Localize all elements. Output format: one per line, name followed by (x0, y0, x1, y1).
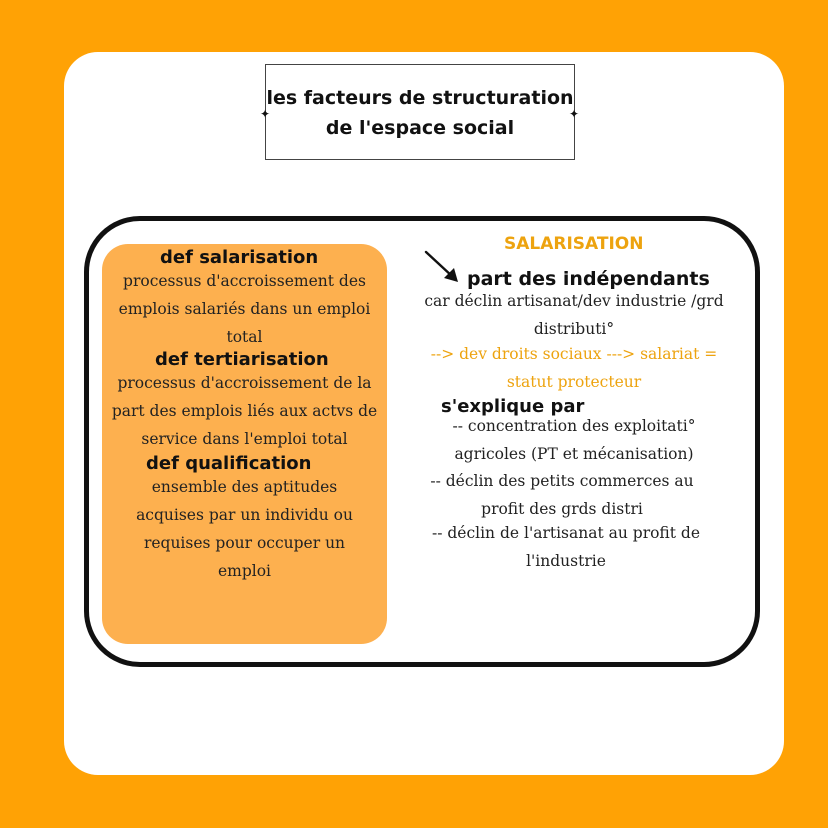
cause-line: -- déclin de l'artisanat au profit de (431, 524, 701, 542)
title-line-2: de l'espace social (325, 117, 515, 139)
sparkle-left-icon: ✦ (260, 107, 271, 121)
title-box (265, 64, 575, 160)
page-title (266, 83, 574, 143)
cause-line: profit des grds distri (481, 500, 643, 518)
def-salarisation-heading: def salarisation (160, 247, 319, 268)
cause-concentration (404, 412, 744, 468)
title-line-1: les facteurs de structuration (266, 87, 574, 109)
def-qualification-line: acquises par un individu ou (136, 506, 353, 524)
arrow-down-right-icon (424, 250, 460, 284)
declin-line: distributi° (533, 320, 615, 338)
def-salarisation-line: emplois salariés dans un emploi (118, 300, 371, 318)
cause-petits-commerces (392, 467, 732, 523)
sparkle-right-icon: ✦ (569, 107, 580, 121)
def-tertiarisation-line: part des emplois liés aux actvs de (111, 402, 378, 420)
def-salarisation-line: processus d'accroissement des (123, 272, 366, 290)
def-tertiarisation-heading: def tertiarisation (155, 349, 329, 370)
part-independants-heading: part des indépendants (467, 268, 710, 290)
explique-par-heading: s'explique par (441, 396, 585, 417)
cause-line: -- concentration des exploitati° (452, 417, 696, 435)
def-qualification-heading: def qualification (146, 453, 312, 474)
def-tertiarisation-line: service dans l'emploi total (141, 430, 348, 448)
cause-artisanat (396, 519, 736, 575)
cause-line: agricoles (PT et mécanisation) (454, 445, 694, 463)
salarisation-title: SALARISATION (504, 234, 644, 254)
droits-sociaux-text (404, 340, 744, 396)
def-salarisation-line: total (226, 328, 263, 346)
cause-line: -- déclin des petits commerces au (430, 472, 694, 490)
def-salarisation-text (102, 267, 387, 351)
droits-line: statut protecteur (506, 373, 642, 391)
def-qualification-line: ensemble des aptitudes (151, 478, 338, 496)
droits-line: --> dev droits sociaux ---> salariat = (430, 345, 718, 363)
declin-text (404, 287, 744, 343)
def-qualification-line: emploi (217, 562, 272, 580)
def-tertiarisation-line: processus d'accroissement de la (117, 374, 372, 392)
cause-line: l'industrie (526, 552, 606, 570)
declin-line: car déclin artisanat/dev industrie /grd (424, 292, 724, 310)
def-tertiarisation-text (102, 369, 387, 453)
def-qualification-line: requises pour occuper un (143, 534, 346, 552)
def-qualification-text (102, 473, 387, 585)
